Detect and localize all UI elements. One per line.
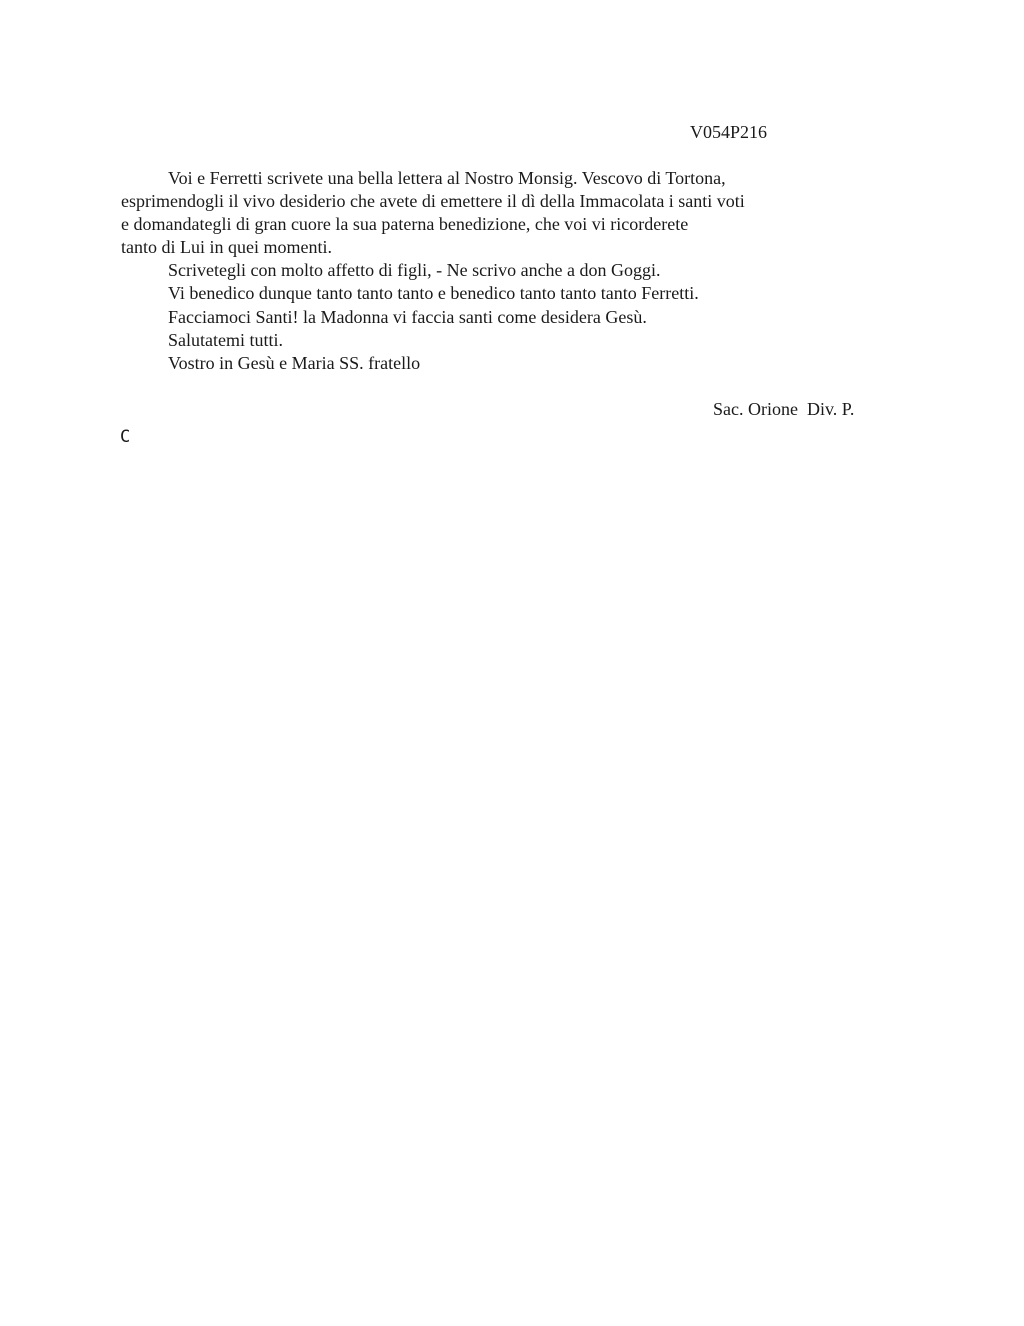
letter-line: Vi benedico dunque tanto tanto tanto e benedico tanto tanto tanto Ferretti. — [168, 283, 699, 304]
letter-line: Voi e Ferretti scrivete una bella lettera al Nostro Monsig. Vescovo di Tortona, — [168, 168, 726, 188]
signature: Sac. Orione Div. P. — [713, 399, 855, 419]
letter-line: tanto di Lui in quei momenti. — [121, 237, 332, 258]
margin-marker: C — [120, 427, 131, 447]
letter-line: esprimendogli il vivo desiderio che avete di emettere il dì della Immacolata i santi voti — [121, 191, 745, 212]
letter-body — [121, 167, 881, 375]
letter-line: e domandategli di gran cuore la sua paterna benedizione, che voi vi ricorderete — [121, 214, 689, 235]
letter-line: Scrivetegli con molto affetto di figli, - Ne scrivo anche a don Goggi. — [168, 260, 661, 281]
letter-line: Vostro in Gesù e Maria SS. fratello — [168, 352, 421, 373]
page-code: V054P216 — [690, 122, 768, 142]
letter-line: Salutatemi tutti. — [168, 329, 283, 350]
letter-line: Facciamoci Santi! la Madonna vi faccia santi come desidera Gesù. — [168, 306, 647, 327]
